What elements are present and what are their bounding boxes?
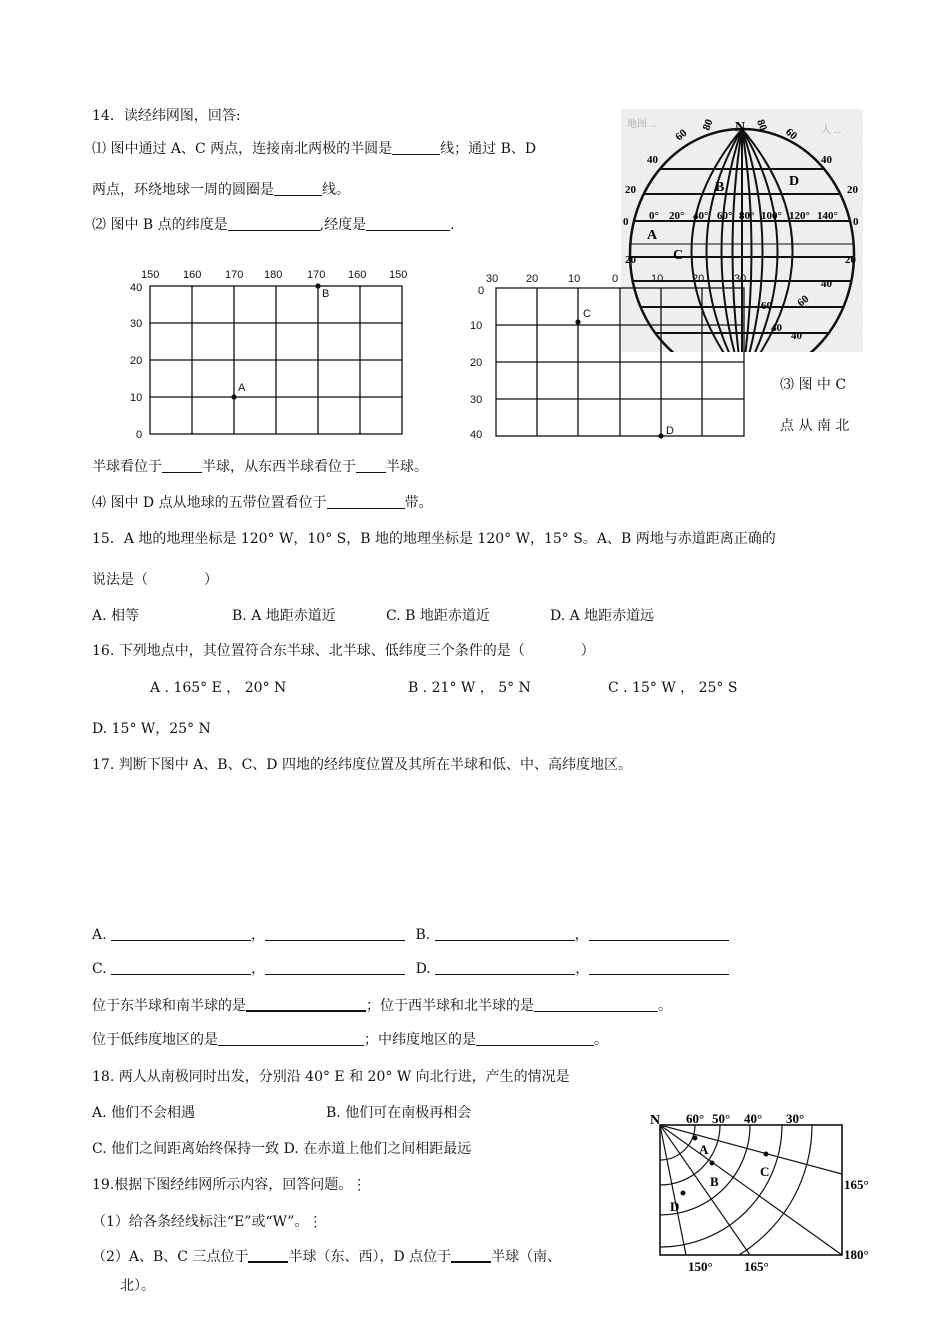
polar-point-a-dot (693, 1136, 698, 1141)
q19-stem: 19.根据下图经纬网所示内容，回答问题。⋮ (92, 1177, 367, 1193)
q17-blank-b2[interactable] (589, 926, 729, 941)
q14-p4a: ⑷ 图中 D 点从地球的五带位置看位于 (92, 495, 327, 511)
polar-point-d-dot (681, 1191, 686, 1196)
q17-blank-wn[interactable] (534, 997, 658, 1012)
grid2-top-1: 20 (526, 273, 539, 285)
grid1-top-6: 150 (389, 269, 408, 281)
grid1-left-3: 10 (130, 392, 143, 404)
q19-part1: （1）给各条经线标注“E”或“W”。⋮ (92, 1214, 323, 1230)
q16-option-a[interactable]: A . 165° E ， 20° N (150, 680, 287, 696)
globe-lon-100: 100° (761, 210, 782, 222)
globe-lat-80-right: 80 (754, 117, 770, 133)
q17-label-c: C. (92, 961, 107, 977)
polar-point-c-dot (764, 1152, 769, 1157)
q14-p1c: 两点，环绕地球一周的圆圈是 (92, 182, 274, 198)
q15-stem-line1: 15．A 地的地理坐标是 120° W，10° S，B 地的地理坐标是 120° W，15° S。A、B 两地与赤道距离正确的 (92, 531, 776, 547)
polar-lon-165-right: 165° (844, 1177, 869, 1192)
polar-point-c: C (760, 1164, 770, 1179)
globe-lat-40-left: 40 (647, 154, 658, 166)
q18-option-cd[interactable]: C. 他们之间距离始终保持一致 D. 在赤道上他们之间相距最远 (92, 1141, 472, 1157)
grid1-point-b-label: B (322, 288, 330, 300)
q19-blank-ew[interactable] (248, 1247, 288, 1263)
q14-p2c: . (450, 217, 455, 233)
q17-label-b: B. (415, 927, 431, 943)
q17-blank-mid[interactable] (476, 1031, 594, 1046)
globe-point-d: D (789, 174, 800, 189)
q17-summary-1 (92, 996, 672, 1015)
q17-blank-es[interactable] (246, 996, 366, 1012)
grid2-point-c-label: C (583, 308, 591, 320)
grid2-point-c-dot (575, 319, 580, 324)
q14-p4b: 带。 (404, 495, 433, 511)
globe-lon-80: 80° (739, 210, 755, 222)
q14-p2b: ,经度是 (319, 217, 367, 233)
q17-s1c: 。 (658, 998, 672, 1014)
grid2-left-3: 30 (470, 394, 483, 406)
q17-blank-d2[interactable] (589, 960, 729, 975)
globe-lon-60: 60° (717, 210, 733, 222)
q17-blank-a1[interactable] (111, 926, 251, 941)
q16-option-d[interactable]: D. 15° W，25° N (92, 721, 211, 737)
q17-summary-2 (92, 1031, 608, 1049)
globe-lat-s40-b: 40 (791, 330, 802, 342)
q19-p2a: （2）A、B、C 三点位于 (92, 1249, 249, 1265)
polar-lon-150: 150° (688, 1259, 713, 1274)
q17-blank-c1[interactable] (111, 960, 251, 975)
grid1-point-a-dot (231, 394, 236, 399)
q14-blank-latitude[interactable] (228, 216, 320, 231)
globe-lat-s40-a: 40 (771, 322, 782, 334)
grid1-point-b-dot (315, 283, 320, 288)
q15-option-b[interactable]: B. A 地距赤道近 (232, 608, 336, 624)
q14-p2a: ⑵ 图中 B 点的纬度是 (92, 217, 228, 233)
polar-lat-60: 60° (686, 1111, 705, 1126)
grid2-top-5: 20 (692, 273, 705, 285)
globe-corner-text-2: 人 ... (821, 125, 841, 136)
globe-lon-40: 40° (693, 210, 709, 222)
polar-point-b-dot (710, 1161, 715, 1166)
globe-equator-0-left: 0 (623, 216, 629, 228)
globe-lat-40-right: 40 (821, 154, 832, 166)
globe-lat-60-right: 60 (783, 126, 800, 143)
grid2-left-2: 20 (470, 357, 483, 369)
q17-comma-a: ， (251, 927, 266, 943)
polar-lon-180: 180° (844, 1247, 869, 1262)
q19-part2-line2: 北）。 (120, 1278, 155, 1294)
grid2-left-1: 10 (470, 320, 483, 332)
globe-lat-80-left: 80 (700, 117, 716, 133)
globe-lat-20-right: 20 (847, 184, 858, 196)
globe-lat-60-left: 60 (673, 127, 690, 144)
q17-blank-low[interactable] (218, 1031, 364, 1046)
q14-part1-line1 (92, 140, 536, 158)
globe-point-c: C (673, 248, 684, 263)
q19-blank-ns[interactable] (451, 1247, 491, 1263)
q19-part2-line1 (92, 1247, 561, 1266)
q17-blank-b1[interactable] (435, 926, 575, 941)
grid2-point-d-dot (658, 433, 663, 438)
q17-s2a: 位于低纬度地区的是 (92, 1032, 218, 1048)
globe-lat-20-left: 20 (625, 184, 636, 196)
q14-p3d: 半球，从东西半球看位于 (202, 459, 356, 475)
q19-p2c: 半球（南、 (491, 1249, 562, 1265)
q14-part3-line1: ⑶ 图 中 C (780, 377, 847, 393)
q15-stem-line2: 说法是（ ） (92, 572, 218, 588)
grid2-top-3: 0 (612, 273, 619, 285)
q14-title: 14．读经纬网图，回答: (92, 108, 241, 124)
q14-blank-2[interactable] (274, 181, 322, 196)
q14-p1d: 线。 (322, 182, 350, 198)
q17-blank-d1[interactable] (435, 960, 575, 975)
q17-row-cd (92, 960, 729, 978)
globe-lat-s60-right: 60 (761, 300, 772, 312)
globe-lat-s60-left: 60 (795, 293, 812, 310)
globe-lat-s20-left: 20 (625, 254, 636, 266)
q17-blank-a2[interactable] (265, 926, 405, 941)
q17-comma-d: ， (575, 961, 590, 977)
q17-blank-c2[interactable] (265, 960, 405, 975)
globe-lat-s20-right: 20 (845, 254, 856, 266)
q17-label-a: A. (92, 927, 107, 943)
grid1-top-4: 170 (307, 269, 326, 281)
grid2-left-0: 0 (478, 285, 485, 297)
q16-stem: 16. 下列地点中，其位置符合东半球、北半球、低纬度三个条件的是（ ） (92, 643, 595, 659)
globe-lon-120: 120° (789, 210, 810, 222)
polar-lat-30: 30° (786, 1111, 805, 1126)
q14-part3-line3 (92, 458, 428, 476)
grid1-left-1: 30 (130, 318, 143, 330)
q16-option-b[interactable]: B . 21° W ， 5° N (408, 680, 531, 696)
q14-part2 (92, 216, 455, 234)
globe-equator-0-right: 0 (853, 216, 859, 228)
q14-part1-line2 (92, 181, 350, 199)
q15-option-c[interactable]: C. B 地距赤道近 (386, 608, 490, 624)
q17-s2c: 。 (594, 1032, 608, 1048)
q17-comma-b: ， (574, 927, 589, 943)
q18-option-b[interactable]: B. 他们可在南极再相会 (326, 1105, 472, 1121)
grid1-left-4: 0 (136, 429, 143, 441)
grid1-left-2: 20 (130, 355, 143, 367)
grid2-top-4: 10 (651, 273, 664, 285)
grid2-left-4: 40 (470, 429, 483, 441)
polar-lon-165-bottom: 165° (744, 1259, 769, 1274)
grid1-top-2: 170 (225, 269, 244, 281)
globe-point-a: A (647, 228, 658, 243)
grid-figure-1 (128, 264, 418, 442)
q17-s1a: 位于东半球和南半球的是 (92, 998, 246, 1014)
q17-s1b: ；位于西半球和北半球的是 (366, 998, 534, 1014)
grid1-top-3: 180 (264, 269, 283, 281)
q14-p3e: 半球。 (386, 459, 428, 475)
q14-blank-ns[interactable] (162, 458, 202, 473)
q18-stem: 18. 两人从南极同时出发，分别沿 40° E 和 20° W 向北行进，产生的情况是 (92, 1069, 570, 1085)
polar-figure (646, 1107, 886, 1277)
grid1-top-5: 160 (348, 269, 367, 281)
globe-lat-s40-right: 40 (821, 278, 832, 290)
grid2-top-6: 30 (734, 273, 747, 285)
q17-stem: 17. 判断下图中 A、B、C、D 四地的经纬度位置及其所在半球和低、中、高纬度地区。 (92, 757, 632, 773)
globe-point-b: B (715, 180, 725, 195)
polar-point-a: A (699, 1142, 709, 1157)
q17-comma-c: ， (251, 961, 266, 977)
q17-s2b: ；中纬度地区的是 (364, 1032, 476, 1048)
grid1-left-0: 40 (130, 282, 143, 294)
grid-figure-2 (466, 270, 756, 442)
polar-lat-50: 50° (712, 1111, 731, 1126)
globe-lon-140: 140° (817, 210, 838, 222)
q17-label-d: D. (415, 961, 431, 977)
globe-lon-20: 20° (669, 210, 685, 222)
polar-north: N (650, 1113, 661, 1128)
q14-blank-1[interactable] (392, 140, 440, 155)
q16-option-c[interactable]: C . 15° W ， 25° S (608, 680, 738, 696)
grid1-top-0: 150 (141, 269, 160, 281)
globe-corner-text-1: 地图 ... (627, 119, 657, 130)
q18-option-a[interactable]: A. 他们不会相遇 (92, 1105, 196, 1121)
q14-p1b: 线；通过 B、D (440, 141, 537, 157)
q14-p1a: ⑴ 图中通过 A、C 两点，连接南北两极的半圆是 (92, 141, 393, 157)
q14-p3c: 半球看位于 (92, 459, 162, 475)
grid2-top-0: 30 (486, 273, 499, 285)
grid2-point-d-label: D (666, 425, 674, 437)
q14-blank-longitude[interactable] (366, 216, 450, 231)
polar-point-b: B (710, 1174, 719, 1189)
q14-blank-ew[interactable] (356, 458, 386, 473)
q14-part4 (92, 494, 433, 512)
q19-p2b: 半球（东、西），D 点位于 (288, 1249, 452, 1265)
globe-lon-0: 0° (649, 210, 659, 222)
polar-lat-40: 40° (744, 1111, 763, 1126)
grid1-point-a-label: A (238, 382, 246, 394)
grid2-top-2: 10 (568, 273, 581, 285)
q14-part3-line2: 点 从 南 北 (780, 418, 850, 434)
grid1-top-1: 160 (183, 269, 202, 281)
q15-option-a[interactable]: A. 相等 (92, 608, 140, 624)
q14-blank-zone[interactable] (327, 494, 405, 509)
globe-north-label: N (735, 120, 746, 135)
q17-row-ab (92, 926, 729, 944)
q15-option-d[interactable]: D. A 地距赤道远 (550, 608, 655, 624)
polar-point-d: D (670, 1199, 680, 1214)
